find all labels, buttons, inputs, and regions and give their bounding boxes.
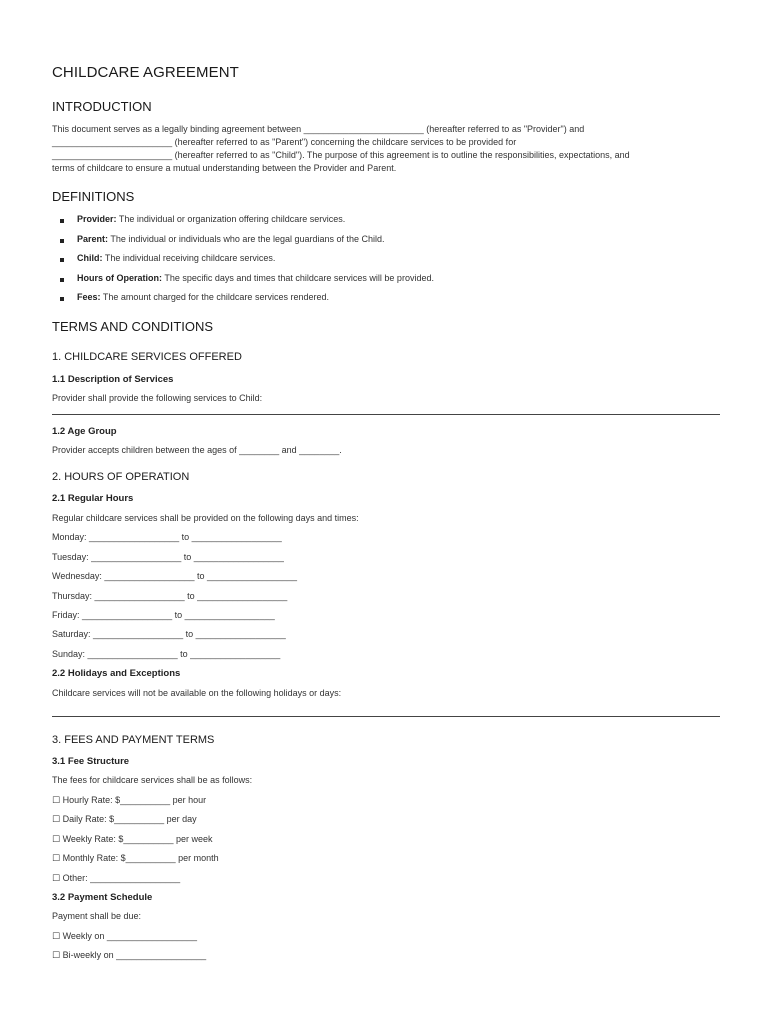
definition-item [77,214,345,224]
subsection-1-2-text: Provider accepts children between the ages of ________ and ________. [52,445,342,455]
subsection-2-2-text: Childcare services will not be available on the following holidays or days: [52,688,342,698]
hours-friday: Friday: __________________ to __________________ [52,610,275,620]
definition-text: The individual receiving childcare services. [102,253,276,263]
fee-option-hourly[interactable]: ☐ Hourly Rate: $__________ per hour [52,795,207,805]
definition-item [77,292,329,302]
hours-monday: Monday: __________________ to __________________ [52,532,282,542]
subsection-1-1-heading: 1.1 Description of Services [52,374,174,385]
subsection-2-1-heading: 2.1 Regular Hours [52,493,134,504]
introduction-line-3: ________________________ (hereafter referred to as "Child"). The purpose of this agreement is to outline the responsibilities, expectations, and [52,150,630,160]
document-title: CHILDCARE AGREEMENT [52,64,239,81]
hours-tuesday: Tuesday: __________________ to __________________ [52,552,284,562]
subsection-3-1-text: The fees for childcare services shall be as follows: [52,775,253,785]
subsection-1-2-heading: 1.2 Age Group [52,426,117,437]
terms-heading: TERMS AND CONDITIONS [52,319,214,334]
definition-term: Child: [77,253,103,263]
blank-line [52,414,720,415]
subsection-3-1-heading: 3.1 Fee Structure [52,756,130,767]
fee-option-other[interactable]: ☐ Other: __________________ [52,873,181,883]
definitions-heading: DEFINITIONS [52,189,135,204]
section-2-heading: 2. HOURS OF OPERATION [52,471,190,483]
fee-option-monthly[interactable]: ☐ Monthly Rate: $__________ per month [52,853,219,863]
bullet-icon [60,297,64,301]
definition-term: Provider: [77,214,117,224]
section-3-heading: 3. FEES AND PAYMENT TERMS [52,734,215,746]
schedule-option-biweekly[interactable]: ☐ Bi-weekly on __________________ [52,950,207,960]
definition-text: The individual or individuals who are the legal guardians of the Child. [108,234,385,244]
introduction-line-4: terms of childcare to ensure a mutual understanding between the Provider and Parent. [52,163,397,173]
schedule-option-weekly[interactable]: ☐ Weekly on __________________ [52,931,198,941]
section-1-heading: 1. CHILDCARE SERVICES OFFERED [52,351,242,363]
definition-item [77,253,275,263]
introduction-line-1: This document serves as a legally binding agreement between ________________________ (hereafter referred to as "Provider") and [52,124,585,134]
definition-term: Fees: [77,292,101,302]
definition-term: Hours of Operation: [77,273,162,283]
subsection-3-2-text: Payment shall be due: [52,911,142,921]
bullet-icon [60,258,64,262]
introduction-heading: INTRODUCTION [52,99,152,114]
definition-text: The amount charged for the childcare services rendered. [100,292,329,302]
hours-thursday: Thursday: __________________ to __________________ [52,591,288,601]
subsection-3-2-heading: 3.2 Payment Schedule [52,892,153,903]
subsection-2-2-heading: 2.2 Holidays and Exceptions [52,668,181,679]
definition-term: Parent: [77,234,109,244]
definition-text: The specific days and times that childcare services will be provided. [162,273,434,283]
definition-item [77,273,434,283]
subsection-1-1-text: Provider shall provide the following services to Child: [52,393,263,403]
hours-wednesday: Wednesday: __________________ to __________________ [52,571,298,581]
hours-sunday: Sunday: __________________ to __________________ [52,649,281,659]
hours-saturday: Saturday: __________________ to __________________ [52,629,286,639]
blank-line [52,716,720,717]
definition-item [77,234,385,244]
bullet-icon [60,278,64,282]
bullet-icon [60,239,64,243]
subsection-2-1-text: Regular childcare services shall be provided on the following days and times: [52,513,359,523]
fee-option-weekly[interactable]: ☐ Weekly Rate: $__________ per week [52,834,213,844]
introduction-line-2: ________________________ (hereafter referred to as "Parent") concerning the childcare services to be provided for [52,137,517,147]
fee-option-daily[interactable]: ☐ Daily Rate: $__________ per day [52,814,197,824]
bullet-icon [60,219,64,223]
definition-text: The individual or organization offering childcare services. [116,214,346,224]
